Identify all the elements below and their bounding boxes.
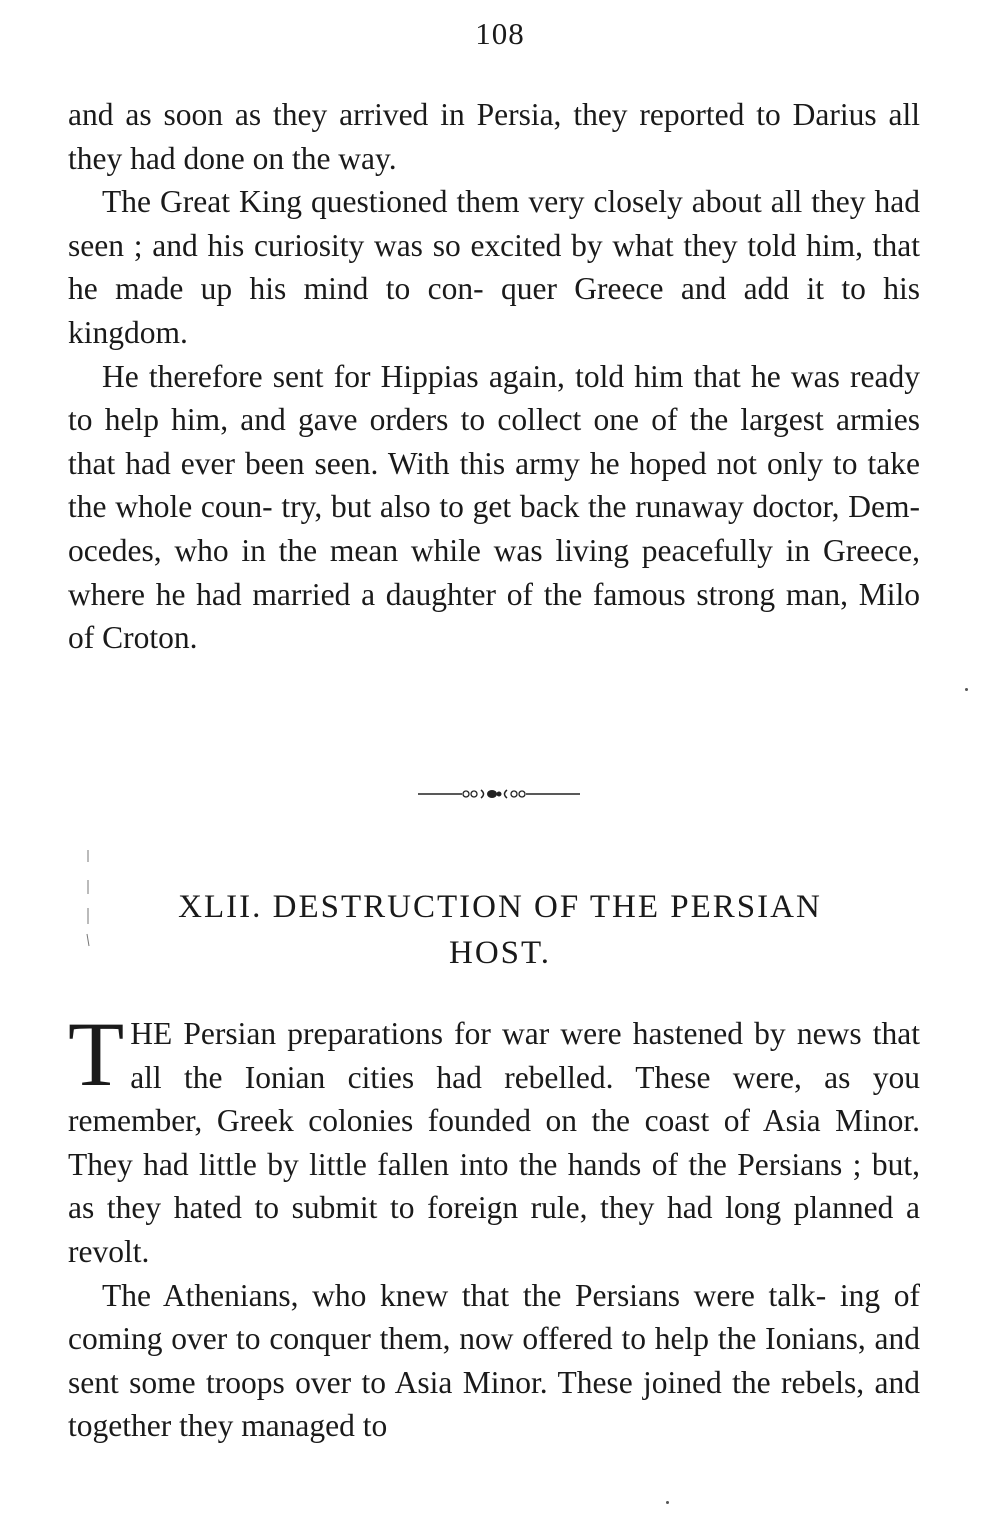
paragraph-athenians: The Athenians, who knew that the Persians were talk- ing of coming over to conquer them, now offered to help the Ionians, and sent some troops over to Asia Minor. These joined the rebels, and together they managed to — [68, 1277, 920, 1444]
drop-cap-letter: T — [68, 1003, 125, 1105]
top-text-block — [68, 93, 920, 660]
paragraph-persian-preparations-text: HE Persian preparations for war were hastened by news that all the Ionian cities had rebelled. These were, as you remember, Greek colonies founded on the coast of Asia Minor. They had little by little fallen into the hands of the Persians ; but, as they hated to submit to foreign rule, they had long planned a revolt. — [68, 1016, 920, 1269]
margin-pencil-mark — [85, 850, 91, 950]
section-divider-ornament — [418, 784, 580, 804]
bottom-text-block — [68, 1003, 920, 1448]
chapter-heading-line-1: XLII. DESTRUCTION OF THE PERSIAN — [178, 889, 822, 925]
scan-speck — [965, 688, 968, 691]
paragraph-continuation: and as soon as they arrived in Persia, they reported to Darius all they had done on the way. — [68, 97, 920, 176]
paragraph-persian-preparations — [68, 1003, 920, 1274]
page-number: 108 — [475, 16, 525, 51]
paragraph-great-king: The Great King questioned them very closely about all they had seen ; and his curiosity was so excited by what they told him, that he made up his mind to con- quer Greece and add it to his kingdom. — [68, 184, 920, 350]
chapter-heading — [100, 884, 900, 976]
chapter-heading-line-2: HOST. — [449, 935, 551, 971]
scan-speck — [666, 1501, 669, 1504]
paragraph-hippias: He therefore sent for Hippias again, told him that he was ready to help him, and gave orders to collect one of the largest armies that had ever been seen. With this army he hoped not only to take the whole coun- try, but also to get back the runaway doctor, Dem- ocedes, who in the mean while was living peacefully in Greece, where he had married a daughter of the famous strong man, Milo of Croton. — [68, 358, 920, 656]
